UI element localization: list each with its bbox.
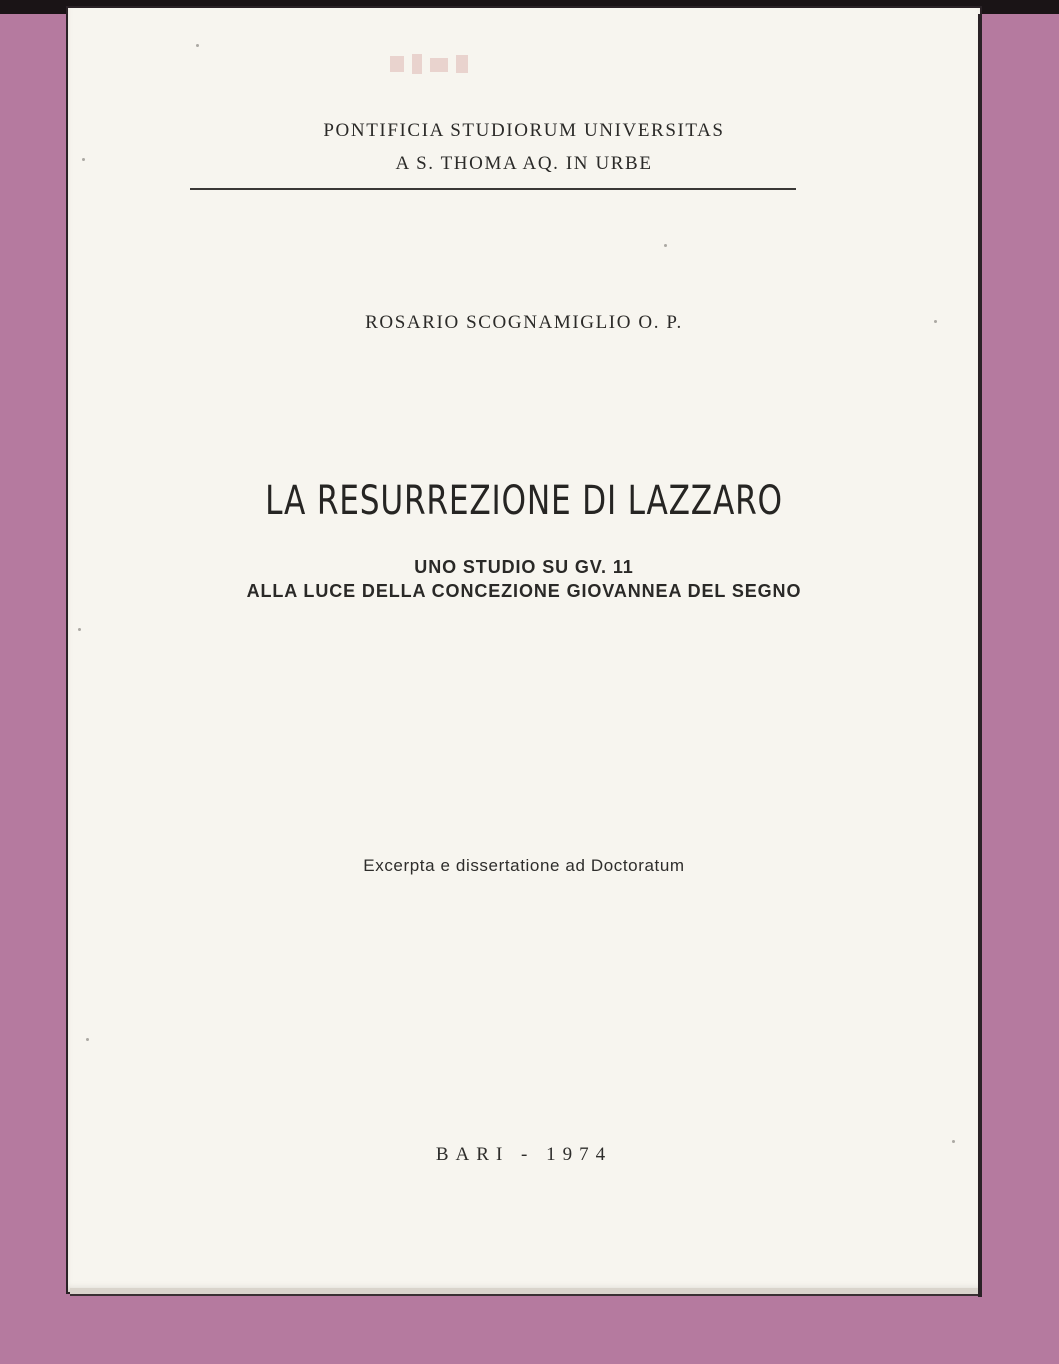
institution-line-1: PONTIFICIA STUDIORUM UNIVERSITAS xyxy=(323,120,725,141)
paper-speck xyxy=(664,244,667,247)
paper-speck xyxy=(78,628,81,631)
place-and-year: BARI - 1974 xyxy=(435,1144,613,1165)
header-divider xyxy=(190,188,796,190)
paper-speck xyxy=(934,320,937,323)
paper-speck xyxy=(196,44,199,47)
institution-line-2: A S. THOMA AQ. IN URBE xyxy=(395,153,653,174)
cover-right-edge xyxy=(978,14,982,1297)
subtitle-line-2: ALLA LUCE DELLA CONCEZIONE GIOVANNEA DEL SEGNO xyxy=(246,581,802,601)
faded-stamp-mark xyxy=(388,52,478,78)
book-cover xyxy=(66,6,982,1294)
dissertation-note: Excerpta e dissertatione ad Doctoratum xyxy=(363,856,685,875)
author-name: ROSARIO SCOGNAMIGLIO O. P. xyxy=(365,312,683,333)
subtitle-line-1: UNO STUDIO SU GV. 11 xyxy=(414,557,634,577)
paper-speck xyxy=(86,1038,89,1041)
paper-speck xyxy=(82,158,85,161)
paper-speck xyxy=(952,1140,955,1143)
cover-bottom-edge xyxy=(70,1288,978,1296)
book-title: LA RESURREZIONE DI LAZZARO xyxy=(265,478,783,524)
